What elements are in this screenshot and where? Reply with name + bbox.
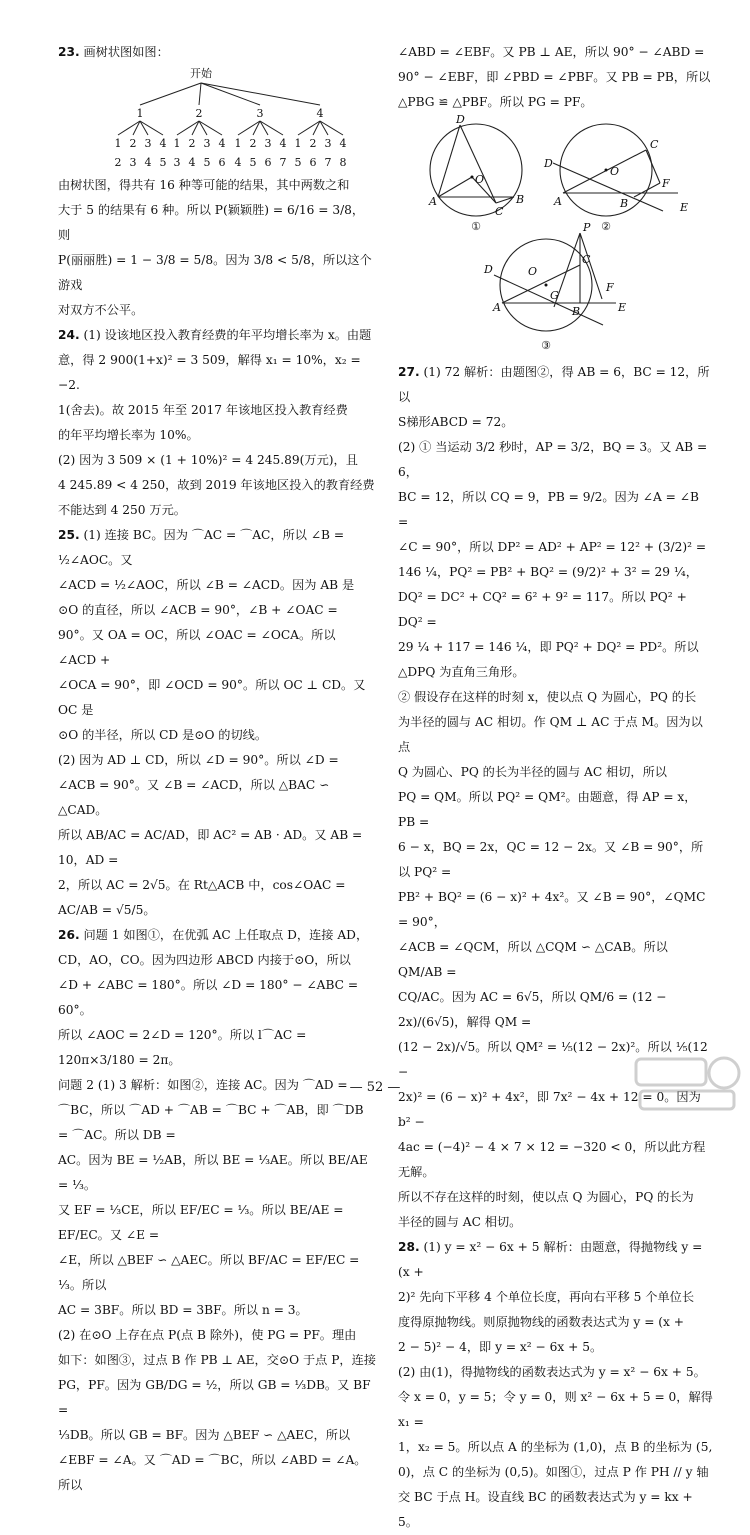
q28-number: 28.	[398, 1240, 420, 1254]
text-line: 2，所以 AC = 2√5。在 Rt△ACB 中，cos∠OAC =	[58, 878, 346, 892]
tree-sum: 3	[173, 156, 181, 169]
svg-text:O: O	[528, 265, 538, 278]
tree-sum: 4	[188, 156, 196, 169]
text-line: PQ = QM。所以 PQ² = QM²。由题意，得 AP = x，PB =	[398, 790, 697, 829]
text-line: 4 245.89 < 4 250，故到 2019 年该地区投入的教育经费	[58, 478, 375, 492]
tree-second-draw: 3	[324, 137, 332, 150]
tree-first-draw: 3	[256, 107, 264, 120]
svg-text:F: F	[606, 281, 614, 294]
text-line: AC/AB = √5/5。	[58, 903, 156, 917]
text-line: 画树状图如图：	[83, 45, 169, 59]
tree-second-draw: 4	[279, 137, 287, 150]
text-line: 半径的圆与 AC 相切。	[398, 1215, 522, 1229]
tree-second-draw: 2	[249, 137, 257, 150]
tree-second-draw: 2	[188, 137, 196, 150]
text-line: 意，得 2 900(1+x)² = 3 509，解得 x₁ = 10%，x₂ = −2.	[58, 353, 361, 392]
tree-sum: 5	[249, 156, 257, 169]
tree-diagram-lines	[58, 65, 376, 173]
svg-text:A: A	[554, 195, 562, 208]
text-line: DQ² = DC² + CQ² = 6² + 9² = 117。所以 PQ² + DQ² =	[398, 590, 687, 629]
tree-second-draw: 2	[129, 137, 137, 150]
text-line: 2)² 先向下平移 4 个单位长度，再向右平移 5 个单位长	[398, 1290, 695, 1304]
svg-text:E: E	[618, 301, 627, 314]
circle-figures-svg	[398, 115, 713, 360]
tree-second-draw: 1	[114, 137, 122, 150]
tree-sum: 8	[339, 156, 347, 169]
tree-second-draw: 1	[234, 137, 242, 150]
text-line: 1(舍去)。故 2015 年至 2017 年该地区投入教育经费	[58, 403, 348, 417]
right-column	[398, 40, 713, 1535]
tree-sum: 5	[159, 156, 167, 169]
q25-number: 25.	[58, 528, 80, 542]
text-line: 所以 ∠AOC = 2∠D = 120°。所以 l⌒AC = 120π×3/180 = 2π。	[58, 1028, 307, 1067]
q24-number: 24.	[58, 328, 80, 342]
tree-diagram	[58, 65, 376, 173]
text-line: (2) 因为 3 509 × (1 + 10%)² = 4 245.89(万元)，且	[58, 453, 358, 467]
text-line: ∠D + ∠ABC = 180°。所以 ∠D = 180° − ∠ABC = 60°。	[58, 978, 359, 1017]
tree-first-draw: 4	[316, 107, 324, 120]
tree-root-label: 开始	[190, 67, 212, 80]
tree-second-draw: 3	[144, 137, 152, 150]
svg-text:C: C	[495, 205, 504, 218]
text-line: (1) y = x² − 6x + 5 解析：由题意，得抛物线 y = (x +	[398, 1240, 703, 1279]
text-line: 29 ¼ + 117 = 146 ¼，即 PQ² + DQ² = PD²。所以	[398, 640, 699, 654]
text-line: CQ/AC。因为 AC = 6√5，所以 QM/6 = (12 − 2x)/(6√5)，解得 QM =	[398, 990, 667, 1029]
svg-text:D: D	[456, 115, 465, 126]
tree-sum: 5	[203, 156, 211, 169]
text-line: 146 ¼，PQ² = PB² + BQ² = (9/2)² + 3² = 29 ¼，	[398, 565, 698, 579]
text-line: 2x)² = (6 − x)² + 4x²，即 7x² − 4x + 12 = 0。因为 b² −	[398, 1090, 701, 1129]
text-line: (2) 因为 AD ⊥ CD，所以 ∠D = 90°。所以 ∠D =	[58, 753, 339, 767]
tree-second-draw: 3	[203, 137, 211, 150]
tree-sum: 4	[234, 156, 242, 169]
text-line: ∠ACB = 90°。又 ∠B = ∠ACD，所以 △BAC ∽ △CAD。	[58, 778, 330, 817]
tree-sum: 6	[218, 156, 226, 169]
text-line: 90° − ∠EBF，即 ∠PBD = ∠PBF。又 PB = PB，所以	[398, 70, 711, 84]
text-line: (2) 在⊙O 上存在点 P(点 B 除外)，使 PG = PF。理由	[58, 1328, 357, 1342]
text-line: 交 BC 于点 H。设直线 BC 的函数表达式为 y = kx + 5。	[398, 1490, 693, 1529]
tree-sum: 3	[129, 156, 137, 169]
tree-first-draw: 2	[195, 107, 203, 120]
text-line: 1，x₂ = 5。所以点 A 的坐标为 (1,0)，点 B 的坐标为 (5,	[398, 1440, 713, 1454]
text-line: ∠OCA = 90°，即 ∠OCD = 90°。所以 OC ⊥ CD。又 OC 是	[58, 678, 366, 717]
tree-second-draw: 4	[339, 137, 347, 150]
svg-text:B: B	[572, 305, 581, 318]
text-line: (1) 72 解析：由题图②，得 AB = 6，BC = 12，所以	[398, 365, 710, 404]
page-number: — 52 —	[349, 1080, 401, 1095]
svg-text:D: D	[484, 263, 493, 276]
tree-second-draw: 1	[294, 137, 302, 150]
svg-text:A: A	[493, 301, 501, 314]
text-line: 所以不存在这样的时刻，使以点 Q 为圆心，PQ 的长为	[398, 1190, 694, 1204]
svg-text:F: F	[662, 177, 670, 190]
svg-text:O: O	[610, 165, 620, 178]
figure-1-label: ①	[471, 220, 481, 233]
text-line: ② 假设存在这样的时刻 x，使以点 Q 为圆心，PQ 的长	[398, 690, 697, 704]
text-line: 对双方不公平。	[58, 303, 144, 317]
text-line: (2) 由(1)，得抛物线的函数表达式为 y = x² − 6x + 5。	[398, 1365, 706, 1379]
text-line: 令 x = 0，y = 5；令 y = 0，则 x² − 6x + 5 = 0，解得 x₁ =	[398, 1390, 713, 1429]
text-line: ∠C = 90°，所以 DP² = AD² + AP² = 12² + (3/2)² =	[398, 540, 707, 554]
text-line: 又 EF = ⅓CE，所以 EF/EC = ⅓。所以 BE/AE = EF/EC。又 ∠E =	[58, 1203, 344, 1242]
tree-sum: 4	[144, 156, 152, 169]
text-line: ∠E，所以 △BEF ∽ △AEC。所以 BF/AC = EF/EC = ⅓。所以	[58, 1253, 360, 1292]
figure-3-label: ③	[541, 339, 551, 352]
text-line: 如下：如图③，过点 B 作 PB ⊥ AE，交⊙O 于点 P，连接	[58, 1353, 376, 1367]
text-line: (2) ① 当运动 3/2 秒时，AP = 3/2，BQ = 3。又 AB = 6，	[398, 440, 708, 479]
q26-number: 26.	[58, 928, 80, 942]
svg-text:C: C	[582, 253, 591, 266]
text-line: ⅓DB。所以 GB = BF。因为 △BEF ∽ △AEC，所以	[58, 1428, 351, 1442]
svg-text:P: P	[583, 221, 591, 234]
text-line: 问题 1 如图①，在优弧 AC 上任取点 D，连接 AD，	[83, 928, 369, 942]
text-line: (1) 设该地区投入教育经费的年平均增长率为 x。由题	[83, 328, 372, 342]
text-line: 为半径的圆与 AC 相切。作 QM ⊥ AC 于点 M。因为以点	[398, 715, 703, 754]
q23-number: 23.	[58, 45, 80, 59]
text-line: AC = 3BF。所以 BD = 3BF。所以 n = 3。	[58, 1303, 308, 1317]
geometry-figures	[398, 115, 713, 360]
text-line: BC = 12，所以 CQ = 9，PB = 9/2。因为 ∠A = ∠B =	[398, 490, 699, 529]
svg-text:O: O	[475, 173, 485, 186]
text-line: 由树状图，得共有 16 种等可能的结果，其中两数之和	[58, 178, 350, 192]
text-line: 所以 AB/AC = AC/AD，即 AC² = AB · AD。又 AB = 10，AD =	[58, 828, 363, 867]
svg-text:C: C	[650, 138, 659, 151]
text-line: AC。因为 BE = ½AB，所以 BE = ⅓AE。所以 BE/AE = ⅓。	[58, 1153, 368, 1192]
figure-2-label: ②	[601, 220, 611, 233]
text-line: (12 − 2x)/√5。所以 QM² = ⅕(12 − 2x)²。所以 ⅕(12 −	[398, 1040, 708, 1079]
text-line: 不能达到 4 250 万元。	[58, 503, 186, 517]
text-line: 问题 2 (1) 3 解析：如图②，连接 AC。因为 ⌒AD =	[58, 1078, 348, 1092]
text-line: S梯形ABCD = 72。	[398, 415, 514, 429]
text-line: ∠ACD = ½∠AOC，所以 ∠B = ∠ACD。因为 AB 是	[58, 578, 355, 592]
text-line: △DPQ 为直角三角形。	[398, 665, 525, 679]
tree-second-draw: 4	[218, 137, 226, 150]
svg-text:E: E	[680, 201, 689, 214]
tree-sum: 7	[279, 156, 287, 169]
tree-sum: 2	[114, 156, 122, 169]
svg-text:B: B	[516, 193, 525, 206]
watermark-logo	[632, 1053, 742, 1115]
text-line: 2 − 5)² − 4，即 y = x² − 6x + 5。	[398, 1340, 603, 1354]
q27-number: 27.	[398, 365, 420, 379]
text-line: P(丽丽胜) = 1 − 3/8 = 5/8。因为 3/8 < 5/8，所以这个游戏	[58, 253, 372, 292]
svg-text:B: B	[620, 197, 629, 210]
text-line: ⌒BC，所以 ⌒AD + ⌒AB = ⌒BC + ⌒AB，即 ⌒DB = ⌒AC。所以 DB =	[58, 1103, 364, 1142]
text-line: Q 为圆心、PQ 的长为半径的圆与 AC 相切，所以	[398, 765, 667, 779]
figure-1-circle	[430, 124, 525, 216]
svg-text:D: D	[544, 157, 553, 170]
tree-sum: 5	[294, 156, 302, 169]
text-line: ∠EBF = ∠A。又 ⌒AD = ⌒BC，所以 ∠ABD = ∠A。所以	[58, 1453, 367, 1492]
svg-text:A: A	[429, 195, 437, 208]
text-line: 90°。又 OA = OC，所以 ∠OAC = ∠OCA。所以 ∠ACD +	[58, 628, 336, 667]
text-line: ∠ABD = ∠EBF。又 PB ⊥ AE，所以 90° − ∠ABD =	[398, 45, 705, 59]
text-line: ∠ACB = ∠QCM，所以 △CQM ∽ △CAB。所以 QM/AB =	[398, 940, 668, 979]
text-line: 6 − x，BQ = 2x，QC = 12 − 2x。又 ∠B = 90°，所以 PQ² =	[398, 840, 704, 879]
text-line: △PBG ≌ △PBF。所以 PG = PF。	[398, 95, 593, 109]
tree-sum: 6	[264, 156, 272, 169]
text-line: 的年平均增长率为 10%。	[58, 428, 199, 442]
text-line: 大于 5 的结果有 6 种。所以 P(颖颖胜) = 6/16 = 3/8，则	[58, 203, 365, 242]
text-line: (1) 连接 BC。因为 ⌒AC = ⌒AC，所以 ∠B = ½∠AOC。又	[58, 528, 345, 567]
text-line: 4ac = (−4)² − 4 × 7 × 12 = −320 < 0，所以此方程无解。	[398, 1140, 706, 1179]
text-line: PG，PF。因为 GB/DG = ½，所以 GB = ⅓DB。又 BF =	[58, 1378, 371, 1417]
svg-text:G: G	[550, 289, 559, 302]
text-line: ⊙O 的半径，所以 CD 是⊙O 的切线。	[58, 728, 268, 742]
text-line: PB² + BQ² = (6 − x)² + 4x²。又 ∠B = 90°，∠QMC = 90°，	[398, 890, 706, 929]
text-line: CD，AO，CO。因为四边形 ABCD 内接于⊙O，所以	[58, 953, 351, 967]
left-column	[58, 40, 376, 1498]
text-line: 0)，点 C 的坐标为 (0,5)。如图①，过点 P 作 PH // y 轴	[398, 1465, 709, 1479]
tree-sum: 7	[324, 156, 332, 169]
tree-first-draw: 1	[136, 107, 144, 120]
tree-second-draw: 4	[159, 137, 167, 150]
text-line: ⊙O 的直径，所以 ∠ACB = 90°，∠B + ∠OAC =	[58, 603, 338, 617]
tree-second-draw: 1	[173, 137, 181, 150]
tree-second-draw: 3	[264, 137, 272, 150]
text-line: 度得原抛物线。则原抛物线的函数表达式为 y = (x +	[398, 1315, 684, 1329]
tree-second-draw: 2	[309, 137, 317, 150]
tree-sum: 6	[309, 156, 317, 169]
